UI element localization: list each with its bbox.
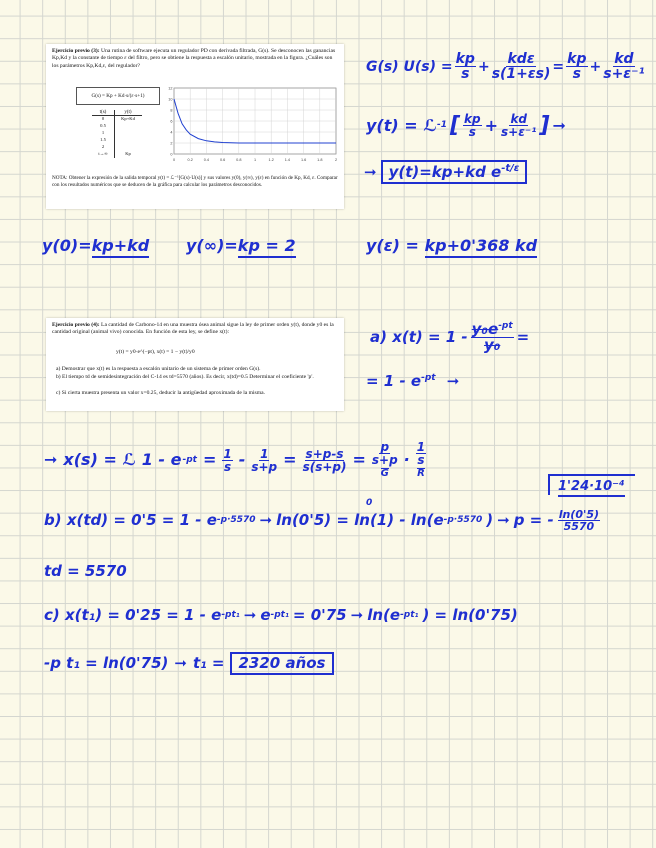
frac-kp-s-3	[463, 113, 482, 138]
yeps-kp: kp	[425, 236, 447, 258]
g-factor	[372, 441, 398, 479]
frac-den: 5570	[563, 520, 595, 533]
final-line	[44, 652, 334, 675]
frac-kd	[603, 52, 644, 81]
inverse-exponent: -1	[436, 120, 447, 130]
y-tick-label: 12	[168, 86, 173, 91]
x-tick-label: 0	[172, 158, 176, 162]
frac-num: kp	[567, 51, 587, 67]
step-response-chart	[164, 84, 340, 164]
problem3-card	[46, 44, 344, 209]
part-c-ln-end: ) = ln(0'75)	[422, 606, 518, 624]
frac-p	[372, 441, 398, 466]
yinf-label: y(∞)=	[186, 236, 238, 255]
yt-laplace-line	[366, 113, 566, 138]
table-row	[92, 137, 142, 144]
xs-exponent: -pt	[182, 454, 197, 465]
bracket-close: ]	[539, 112, 550, 138]
table-cell-t: 0	[92, 116, 115, 123]
frac-num: p	[380, 440, 390, 454]
x-tick-label: 1	[253, 158, 257, 162]
part-c-mid: = 0'75	[292, 606, 347, 624]
frac-den: s	[417, 453, 425, 467]
frac-den: s	[468, 125, 476, 139]
r-label: R	[417, 468, 425, 479]
table-header-t: t(s)	[92, 110, 115, 115]
x-tick-label: 1.6	[300, 158, 307, 162]
p-value-box	[548, 474, 635, 495]
dot-sign: ·	[403, 450, 410, 469]
problem3-note: NOTA: Obtener la expresión de la salida temporal y(t) = ℒ⁻¹[G(s)·U(s)] y sus valores y(0), y(∞), y(ε) en función de Kp, Kd, ε. Comparar con los resultados numéricos que se deducen de la gráfica para calcular los parámetros desconocidos.	[52, 175, 338, 188]
table-cell-y	[115, 137, 141, 144]
table-row	[92, 116, 142, 123]
part-b-exponent-2: -p·5570	[443, 515, 483, 525]
transfer-function-formula: G(s) = Kp + Kd·s/(ε·s+1)	[91, 93, 145, 99]
problem4-text: La cantidad de Carbono-14 en una muestra ósea animal sigue la ley de primer orden y(t), donde y0 es la cantidad original (animal vivo) conocida. En función de esta ley, se define x(t):	[52, 322, 334, 336]
table-cell-y	[115, 123, 141, 130]
yt-result: y(t)=kp+kd e	[388, 163, 502, 181]
yt-result-box	[381, 160, 528, 184]
frac-num: s+p-s	[305, 446, 344, 461]
arrow-icon: ➞	[174, 654, 187, 672]
transfer-function-box	[76, 87, 160, 105]
frac-num: kp	[455, 51, 475, 67]
plus-sign: +	[477, 58, 490, 75]
part-a-line1	[370, 322, 529, 353]
table-cell-y: Kp	[125, 151, 131, 156]
yeps-rest: +0'368 kd	[447, 236, 538, 258]
arrow-icon: ➞	[350, 606, 364, 624]
yeps-label: y(ε) =	[366, 236, 419, 255]
final-t: t₁ =	[192, 654, 225, 672]
y-tick-label: 10	[168, 97, 173, 102]
problem4-item-c: c) Si cierta muestra presenta un valor x=0.25, deducir la antigüedad aproximada de la misma.	[56, 390, 265, 396]
part-c-exponent: -pt₁	[221, 610, 240, 620]
xs-lhs: x(s) = ℒ 1 - e	[63, 450, 182, 469]
part-b-ln: ln(0'5) = ln(1) - ln(e	[276, 511, 444, 529]
x-tick-label: 1.2	[268, 158, 274, 162]
table-cell-y: Kp+Kd	[121, 116, 135, 121]
a-exponent: -pt	[498, 321, 513, 331]
frac-den: s+ε⁻¹	[501, 125, 537, 139]
part-c-lhs: c) x(t₁) = 0'25 = 1 - e	[44, 606, 222, 624]
y-tick-label: 8	[170, 108, 173, 113]
frac-y0	[471, 322, 514, 353]
arrow-icon: ➞	[497, 511, 510, 529]
frac-den	[484, 338, 500, 353]
table-cell-t: 0.5	[92, 123, 115, 130]
y0-value: kp+kd	[92, 236, 150, 258]
frac-den: s+p	[371, 453, 398, 467]
frac-den: s	[572, 66, 581, 82]
yinf-expression	[186, 238, 296, 254]
arrow-icon: ➞	[259, 511, 273, 529]
frac-num: kp	[464, 112, 481, 126]
xs-line	[44, 441, 426, 479]
part-b-exponent: -p·5570	[216, 515, 256, 525]
final-lhs: -p t₁ = ln(0'75)	[44, 654, 169, 672]
values-table	[92, 110, 142, 158]
equals-sign: =	[516, 328, 530, 346]
frac-1-sp	[251, 448, 277, 473]
y-tick-label: 4	[170, 130, 173, 135]
frac-den: s	[223, 459, 232, 474]
x-tick-label: 0.6	[219, 158, 226, 162]
part-c-e: e	[260, 606, 271, 624]
p-value: 1'24·10⁻⁴	[558, 479, 625, 497]
y-tick-label: 6	[170, 119, 173, 124]
paren-close: )	[486, 511, 494, 529]
y0-den-cancelled: y₀	[483, 336, 501, 354]
part-c-exponent-2: -pt₁	[270, 610, 289, 620]
x-tick-label: 0.2	[187, 158, 193, 162]
ln1-zero-mark: 0	[366, 498, 373, 508]
x-tick-label: 1.4	[284, 158, 291, 162]
arrow-icon: ➞	[44, 450, 58, 469]
minus-sign: -	[238, 450, 246, 469]
x-tick-label: 2	[334, 158, 338, 162]
table-cell-t: 1.5	[92, 137, 115, 144]
equals-sign: =	[552, 58, 565, 75]
frac-num: 1	[416, 440, 426, 454]
table-row	[92, 130, 142, 137]
part-c-ln: ln(e	[367, 606, 401, 624]
equals-sign: =	[202, 450, 217, 469]
y0-cancelled: y₀e	[471, 320, 499, 338]
part-a-result: = 1 - e	[366, 372, 422, 390]
frac-den: s+p	[251, 459, 278, 474]
frac-1-s	[222, 448, 232, 473]
arrow-icon: ➞	[243, 606, 257, 624]
table-cell-t: 2	[92, 144, 115, 151]
frac-den: s+ε⁻¹	[603, 66, 645, 82]
frac-num: ln(0'5)	[558, 508, 600, 521]
frac-num: kd	[614, 51, 634, 67]
problem4-item-a: a) Demostrar que x(t) es la respuesta a escalón unitario de un sistema de primer orden G(s).	[56, 366, 261, 372]
x-tick-label: 0.4	[203, 158, 210, 162]
problem4-title: Ejercicio previo (4):	[52, 322, 100, 328]
g-label: G	[380, 468, 389, 479]
yt-lhs: y(t) = ℒ	[366, 115, 437, 135]
arrow-icon: ➞	[446, 372, 460, 390]
table-row	[92, 123, 142, 130]
part-a-label: a) x(t) = 1 -	[370, 328, 468, 346]
r-factor	[416, 441, 426, 479]
final-answer-box	[230, 652, 333, 675]
y-tick-label: 2	[170, 141, 173, 146]
frac-den: s(s+p)	[302, 459, 347, 474]
part-b-line	[44, 509, 600, 532]
table-cell-t: t→∞	[92, 151, 115, 158]
part-a-exponent: -pt	[421, 373, 436, 383]
problem3-title: Ejercicio previo (3):	[52, 48, 100, 54]
problem4-formula: y(t) = y0·e^(−pt), x(t) = 1 − y(t)/y0	[116, 349, 195, 355]
table-row	[92, 151, 142, 158]
frac-num: 1	[260, 446, 269, 461]
gsus-equation	[366, 52, 645, 81]
frac-kp-s	[455, 52, 476, 81]
problem3-text: Una rutina de software ejecuta un regulador PD con derivada filtrada, G(s). Se desconocen las ganancias Kp,Kd y la constante de tiempo ε del filtro, pero se obtiene la respuesta a escalón unitario, mostrada en la figura. ¿Cuáles son los parámetros Kp,Kd,ε, del regulador?	[52, 48, 336, 69]
plus-sign: +	[589, 58, 602, 75]
arrow-icon: ➞	[552, 115, 566, 135]
part-a-line2	[366, 374, 459, 389]
table-cell-y	[115, 144, 141, 151]
x-tick-label: 0.8	[236, 158, 242, 162]
yinf-value: kp = 2	[238, 236, 296, 258]
y0-expression	[42, 238, 149, 254]
td-line: td = 5570	[44, 562, 127, 580]
frac-num: 1	[223, 446, 232, 461]
frac-long	[303, 448, 347, 473]
table-header-y: y(t)	[124, 110, 132, 115]
part-c-exponent-3: -pt₁	[400, 610, 419, 620]
yeps-expression	[366, 238, 537, 254]
part-b-lhs: b) x(td) = 0'5 = 1 - e	[44, 511, 217, 529]
yt-result-line	[364, 160, 527, 184]
frac-ln	[558, 509, 600, 532]
part-b-p: p = -	[513, 511, 554, 529]
y-tick-label: 0	[170, 152, 173, 157]
problem4-card	[46, 318, 344, 411]
x-tick-label: 1.8	[317, 158, 323, 162]
plus-sign: +	[484, 115, 498, 135]
equals-sign: =	[352, 450, 366, 469]
frac-kde	[492, 52, 551, 81]
frac-den: s	[461, 66, 470, 82]
gsus-lhs: G(s) U(s) =	[366, 58, 453, 75]
bracket-open: [	[449, 112, 461, 138]
final-answer: 2320 años	[238, 654, 325, 675]
equals-sign: =	[283, 450, 297, 469]
yt-exponent: -t/ε	[501, 163, 520, 174]
frac-den: s(1+εs)	[491, 66, 551, 82]
y0-label: y(0)=	[42, 236, 92, 255]
frac-kd-2	[501, 113, 536, 138]
table-cell-y	[115, 130, 141, 137]
frac-1-s-2	[416, 441, 426, 466]
problem4-item-b: b) El tiempo td de semidesintegración del C-14 es td=5570 (años). Es decir, x(td)=0.5 Determinar el coeficiente 'p'.	[56, 374, 314, 380]
table-row	[92, 144, 142, 151]
table-cell-t: 1	[92, 130, 115, 137]
frac-kp-s-2	[566, 52, 587, 81]
arrow-icon: ➞	[364, 162, 377, 181]
part-c-line	[44, 608, 518, 623]
frac-num: kd	[510, 112, 528, 126]
frac-num: kdε	[507, 51, 535, 67]
